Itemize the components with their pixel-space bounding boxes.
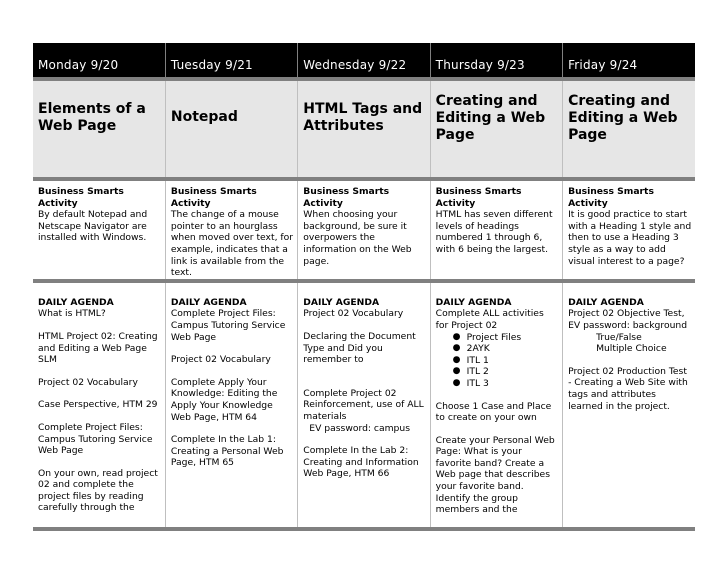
list-item-label: ITL 3	[466, 377, 489, 389]
activity-heading: Business Smarts Activity	[435, 186, 522, 209]
topic-line: HTML Tags and	[303, 101, 423, 117]
topic-line: Attributes	[303, 118, 384, 134]
activity-friday	[563, 179, 695, 281]
agenda-item: Create your Personal Web Page: What is your favorite band? Create a Web page that describes your favorite band. Identify the group members and the	[435, 434, 555, 516]
day-label: Wednesday 9/22	[303, 58, 407, 72]
topic-line: Elements of a	[38, 101, 146, 117]
agenda-item: Project 02 Vocabulary	[303, 308, 404, 320]
agenda-item: HTML Project 02: Creating and Editing a Web Page SLM	[38, 330, 158, 366]
activity-text: It is good practice to start with a Heading 1 style and then to use a Heading 3 style as a way to add visual interest to a page?	[568, 209, 692, 267]
agenda-row	[33, 281, 695, 529]
agenda-item: Complete In the Lab 1: Creating a Personal Web Page, HTM 65	[170, 434, 284, 469]
agenda-item: On your own, read project 02 and complete the project files by reading carefully through the	[38, 467, 158, 514]
list-item-label: Project Files	[466, 331, 522, 343]
activity-heading: Business Smarts Activity	[38, 186, 124, 209]
agenda-item: Complete Project Files: Campus Tutoring Service Web Page	[38, 421, 153, 457]
day-header-thursday	[430, 43, 562, 79]
topic-title	[431, 81, 562, 144]
list-item-label: 2AYK	[466, 343, 490, 355]
topic-line: Page	[568, 127, 607, 143]
agenda-item: EV password: campus	[309, 422, 410, 434]
agenda-item: Project 02 Objective Test, EV password: background	[568, 308, 688, 331]
list-item	[452, 366, 559, 378]
topic-wednesday	[298, 79, 430, 179]
activity-wednesday	[298, 179, 430, 281]
topic-line: Creating and	[568, 93, 670, 109]
day-header-tuesday	[165, 43, 297, 79]
agenda-heading: DAILY AGENDA	[170, 296, 247, 308]
agenda-item: What is HTML?	[38, 308, 106, 320]
agenda-item: Project 02 Vocabulary	[170, 354, 271, 366]
bullet-icon: ●	[452, 377, 461, 388]
bullet-icon: ●	[452, 354, 461, 365]
activity-heading: Business Smarts Activity	[303, 186, 390, 209]
agenda-monday	[33, 281, 165, 529]
topic-tuesday	[165, 79, 297, 179]
agenda-wednesday	[298, 281, 430, 529]
bullet-icon: ●	[452, 331, 461, 342]
agenda-item: Choose 1 Case and Place to create on your own	[435, 400, 552, 424]
bullet-icon: ●	[452, 343, 461, 354]
topic-title	[298, 81, 429, 135]
agenda-heading: DAILY AGENDA	[303, 296, 380, 308]
agenda-item: Project 02 Production Test - Creating a Web Site with tags and attributes learned in the project.	[568, 365, 688, 412]
agenda-item: Project 02 Vocabulary	[38, 376, 138, 388]
agenda-item: True/False	[596, 331, 642, 343]
topic-line: Notepad	[170, 109, 238, 125]
agenda-heading: DAILY AGENDA	[435, 296, 512, 308]
weekly-schedule-table	[33, 43, 695, 531]
topic-friday	[563, 79, 695, 179]
activity-heading: Business Smarts Activity	[170, 186, 257, 209]
activity-text: When choosing your background, be sure it overpowers the information on the Web page.	[303, 209, 412, 267]
agenda-item: Complete ALL activities for Project 02	[435, 308, 544, 331]
topic-thursday	[430, 79, 562, 179]
agenda-item: Declaring the Document Type and Did you remember to	[303, 330, 416, 366]
agenda-heading: DAILY AGENDA	[38, 296, 114, 308]
activity-bullet-list	[436, 332, 559, 390]
activity-text: By default Notepad and Netscape Navigator are installed with Windows.	[38, 209, 148, 244]
agenda-friday	[563, 281, 695, 529]
agenda-item: Case Perspective, HTM 29	[38, 399, 158, 411]
list-item-label: ITL 2	[466, 366, 489, 378]
list-item	[452, 343, 559, 355]
agenda-item: Multiple Choice	[596, 343, 667, 355]
agenda-item: Complete Project Files: Campus Tutoring Service Web Page	[170, 308, 286, 343]
day-header-row	[33, 43, 695, 79]
day-label: Friday 9/24	[568, 58, 638, 72]
activity-row	[33, 179, 695, 281]
topic-title	[166, 81, 297, 126]
activity-tuesday	[165, 179, 297, 281]
day-header-monday	[33, 43, 165, 79]
topic-row	[33, 79, 695, 179]
list-item	[452, 331, 559, 344]
activity-thursday	[430, 179, 562, 281]
day-label: Tuesday 9/21	[170, 58, 253, 72]
agenda-heading: DAILY AGENDA	[568, 296, 644, 308]
list-item-label: ITL 1	[466, 354, 489, 366]
day-label: Thursday 9/23	[435, 58, 525, 72]
topic-monday	[33, 79, 165, 179]
topic-title	[33, 81, 165, 135]
topic-line: Creating and	[435, 93, 538, 109]
topic-title	[563, 81, 695, 144]
activity-text: HTML has seven different levels of headings numbered 1 through 6, with 6 being the largest.	[435, 209, 553, 255]
agenda-item: Complete Apply Your Knowledge: Editing the Apply Your Knowledge Web Page, HTM 64	[170, 376, 278, 423]
agenda-tuesday	[165, 281, 297, 529]
day-header-friday	[563, 43, 695, 79]
day-label: Monday 9/20	[38, 58, 119, 72]
bullet-icon: ●	[452, 366, 461, 377]
activity-monday	[33, 179, 165, 281]
list-item	[452, 354, 559, 367]
activity-heading: Business Smarts Activity	[568, 186, 654, 209]
topic-line: Editing a Web	[435, 110, 546, 126]
topic-line: Web Page	[38, 118, 117, 134]
list-item	[452, 377, 559, 390]
day-header-wednesday	[298, 43, 430, 79]
agenda-item: Complete Project 02 Reinforcement, use of ALL materials	[303, 387, 424, 422]
topic-line: Page	[435, 127, 475, 143]
agenda-item: Complete In the Lab 2: Creating and Information Web Page, HTM 66	[303, 445, 419, 480]
topic-line: Editing a Web	[568, 110, 678, 126]
agenda-thursday	[430, 281, 562, 529]
activity-text: The change of a mouse pointer to an hourglass when moved over text, for example, indicates that a link is available from the text.	[170, 209, 294, 279]
